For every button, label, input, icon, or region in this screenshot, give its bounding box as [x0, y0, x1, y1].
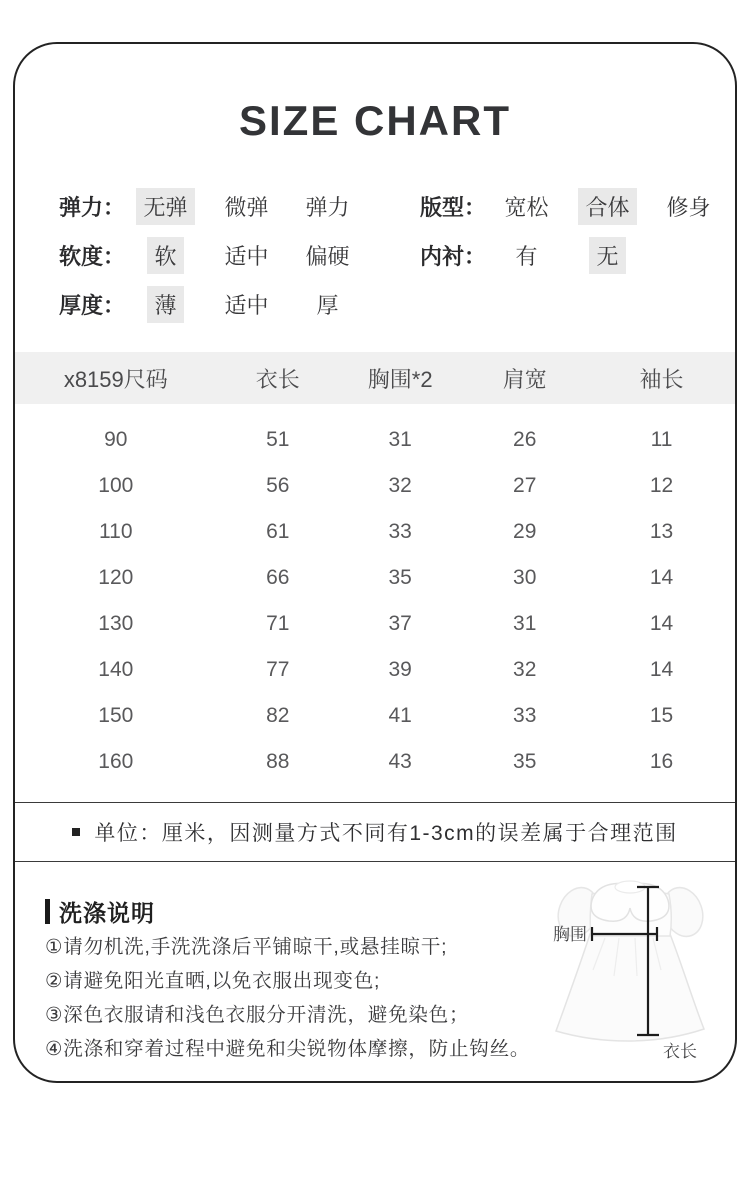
washing-title: 洗涤说明 — [59, 899, 155, 926]
unit-note-text: 单位：厘米，因测量方式不同有1-3cm的误差属于合理范围 — [94, 822, 678, 845]
attr-label-fit: 版型： — [420, 195, 487, 220]
cell-sleeve: 14 — [649, 612, 674, 635]
cell-chest: 37 — [388, 612, 412, 635]
cell-length: 61 — [266, 520, 290, 543]
cell-shoulder: 26 — [513, 428, 537, 451]
washing-item-1: ①请勿机洗,手洗洗涤后平铺晾干,或悬挂晾干; — [45, 936, 448, 958]
attr-option-elasticity-none: 无弹 — [125, 188, 206, 225]
square-bullet-icon — [72, 828, 80, 836]
attr-option-softness-soft: 软 — [125, 237, 206, 274]
cell-sleeve: 16 — [649, 750, 674, 773]
column-header-size: x8159尺码 — [15, 352, 217, 404]
size-table-header-row — [15, 352, 735, 404]
attr-label-softness: 软度： — [59, 244, 126, 269]
attr-option-fit-regular: 合体 — [567, 188, 648, 225]
attr-option-elasticity-elastic: 弹力 — [305, 195, 350, 220]
cell-size: 90 — [104, 428, 128, 451]
attr-option-lining-no: 无 — [567, 237, 648, 274]
cell-chest: 32 — [388, 474, 412, 497]
attr-option-thickness-medium: 适中 — [224, 293, 269, 318]
cell-shoulder: 30 — [513, 566, 537, 589]
attr-option-lining-yes: 有 — [515, 244, 538, 269]
cell-length: 77 — [266, 658, 290, 681]
attr-option-fit-slim: 修身 — [666, 195, 711, 220]
cell-length: 51 — [266, 428, 290, 451]
washing-item-2: ②请避免阳光直晒,以免衣服出现变色; — [45, 970, 381, 992]
cell-size: 160 — [98, 750, 134, 773]
cell-chest: 35 — [388, 566, 412, 589]
table-row — [15, 555, 735, 601]
dress-measurement-diagram — [535, 858, 737, 1070]
attr-row-thickness — [59, 280, 368, 329]
attr-label-elasticity: 弹力： — [59, 195, 126, 220]
cell-sleeve: 11 — [650, 428, 673, 451]
washing-section — [15, 898, 535, 1060]
cell-shoulder: 35 — [513, 750, 537, 773]
cell-shoulder: 32 — [513, 658, 537, 681]
cell-sleeve: 14 — [649, 658, 674, 681]
cell-length: 66 — [266, 566, 290, 589]
washing-item-4: ④洗涤和穿着过程中避免和尖锐物体摩擦，防止钩丝。 — [45, 1038, 531, 1060]
attr-row-softness — [59, 231, 368, 280]
size-chart-card — [13, 42, 737, 1083]
table-row — [15, 404, 735, 463]
dress-skirt — [556, 934, 704, 1041]
column-header-shoulder: 肩宽 — [461, 352, 588, 404]
cell-sleeve: 14 — [649, 566, 674, 589]
chest-label: 胸围 — [553, 925, 587, 944]
washing-title-row — [45, 898, 535, 924]
cell-sleeve: 12 — [649, 474, 674, 497]
attribute-column-left — [59, 182, 368, 329]
attr-option-fit-loose: 宽松 — [504, 195, 549, 220]
attr-label-lining: 内衬： — [420, 244, 487, 269]
table-row — [15, 509, 735, 555]
size-table — [15, 352, 735, 785]
cell-size: 110 — [99, 520, 133, 543]
table-row — [15, 739, 735, 785]
cell-sleeve: 15 — [649, 704, 674, 727]
unit-note-row — [15, 802, 735, 862]
column-header-chest: 胸围*2 — [339, 352, 461, 404]
cell-length: 88 — [266, 750, 290, 773]
table-row — [15, 693, 735, 739]
attr-option-thickness-thin: 薄 — [125, 286, 206, 323]
cell-chest: 31 — [388, 428, 412, 451]
cell-chest: 43 — [388, 750, 412, 773]
cell-size: 120 — [98, 566, 134, 589]
page-title: SIZE CHART — [239, 97, 511, 144]
cell-size: 130 — [98, 612, 134, 635]
dress-illustration — [535, 858, 737, 1070]
cell-size: 140 — [98, 658, 134, 681]
cell-shoulder: 31 — [513, 612, 537, 635]
table-row — [15, 463, 735, 509]
attr-row-fit — [420, 182, 729, 231]
column-header-length: 衣长 — [217, 352, 339, 404]
length-label: 衣长 — [663, 1042, 697, 1061]
cell-chest: 41 — [388, 704, 412, 727]
cell-size: 150 — [98, 704, 134, 727]
attr-row-elasticity — [59, 182, 368, 231]
attribute-section — [15, 182, 735, 329]
attr-option-thickness-thick: 厚 — [316, 293, 339, 318]
cell-length: 82 — [266, 704, 290, 727]
title-bar-icon — [45, 899, 50, 924]
cell-shoulder: 27 — [513, 474, 537, 497]
attr-option-elasticity-slight: 微弹 — [224, 195, 269, 220]
table-row — [15, 601, 735, 647]
washing-item-3: ③深色衣服请和浅色衣服分开清洗，避免染色； — [45, 1004, 470, 1026]
attr-row-lining — [420, 231, 729, 280]
attr-option-softness-medium: 适中 — [224, 244, 269, 269]
cell-length: 56 — [266, 474, 290, 497]
cell-size: 100 — [98, 474, 134, 497]
cell-shoulder: 33 — [513, 704, 537, 727]
cell-sleeve: 13 — [649, 520, 674, 543]
cell-chest: 39 — [388, 658, 412, 681]
cell-shoulder: 29 — [513, 520, 537, 543]
attr-option-softness-hard: 偏硬 — [305, 244, 350, 269]
attr-label-thickness: 厚度： — [59, 293, 126, 318]
cell-chest: 33 — [388, 520, 412, 543]
attribute-column-right — [420, 182, 729, 329]
table-row — [15, 647, 735, 693]
column-header-sleeve: 袖长 — [588, 352, 735, 404]
cell-length: 71 — [266, 612, 290, 635]
